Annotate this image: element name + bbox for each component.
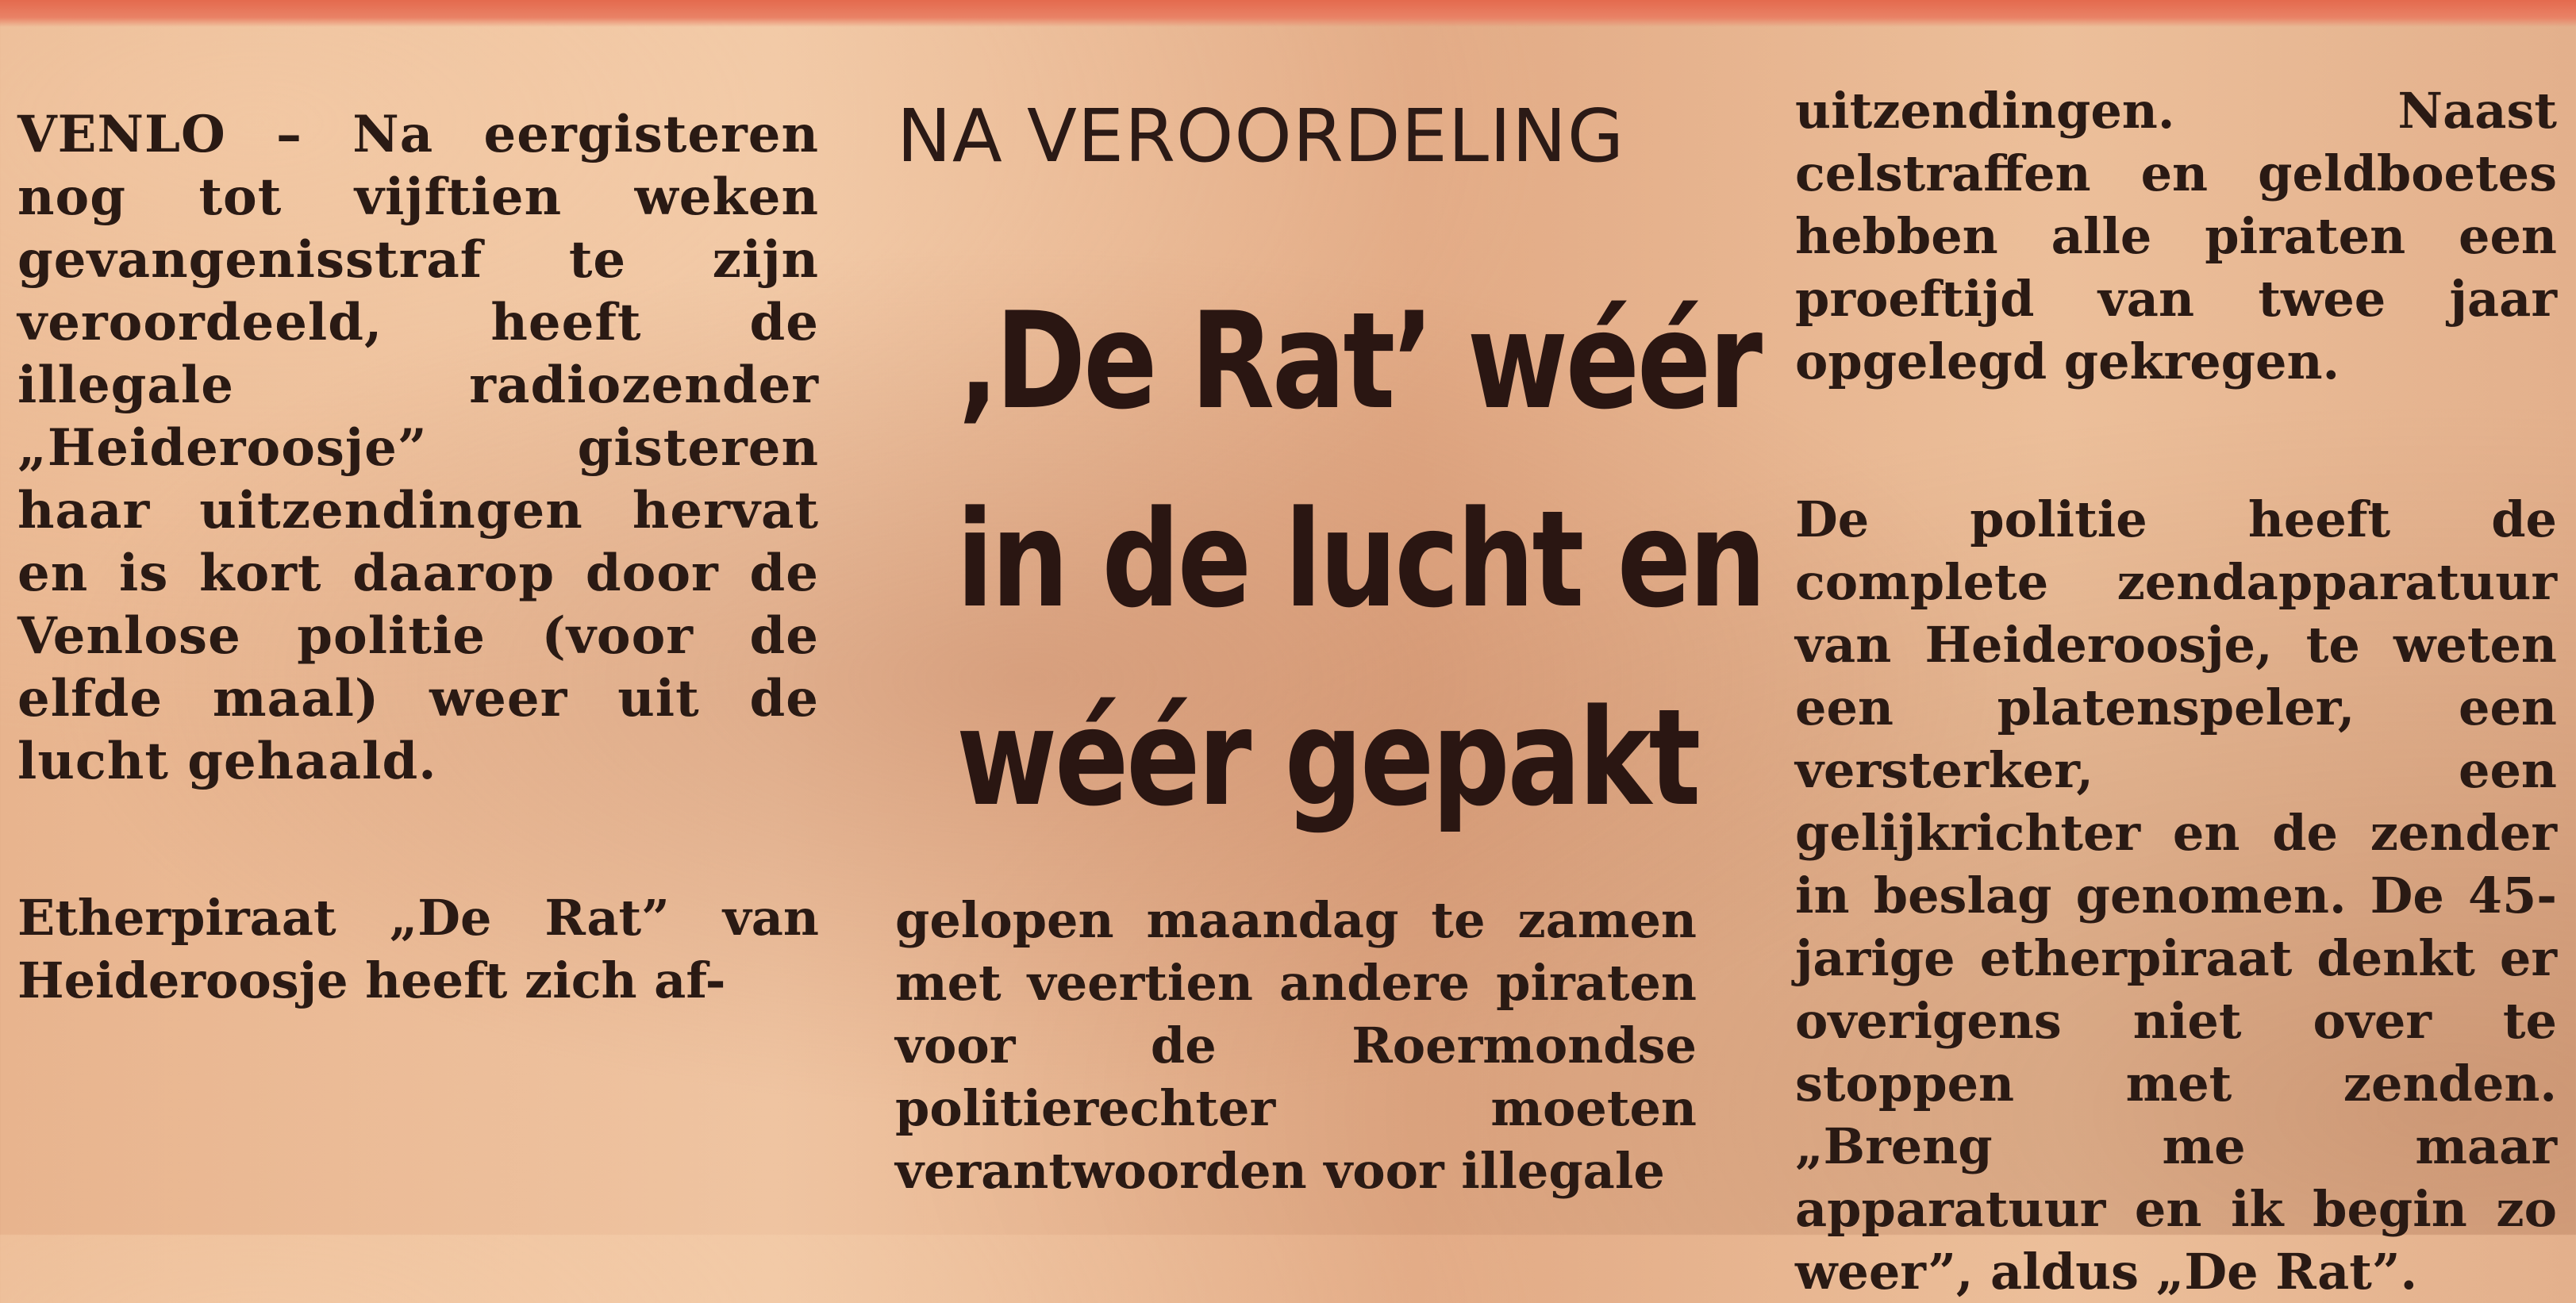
left-body-text: Etherpiraat „De Rat” van Heideroosje heeft zich af- bbox=[17, 889, 819, 1009]
paper-top-edge bbox=[0, 0, 2576, 27]
right-body-text-1: uitzendingen. Naast celstraffen en geldboetes hebben alle piraten een proeftijd van twee jaar opgelegd gekregen. bbox=[1795, 82, 2557, 390]
middle-body-text: gelopen maandag te zamen met veertien andere piraten voor de Roermondse politierechter moeten verantwoorden voor illegale bbox=[895, 891, 1697, 1200]
right-column bbox=[1795, 79, 2557, 1303]
left-column bbox=[17, 103, 819, 1012]
right-body-text-2: De politie heeft de complete zendapparatuur van Heideroosje, te weten een platenspeler, een versterker, een gelijkrichter en de zender in beslag genomen. De 45-jarige etherpiraat denkt er overigens niet over te stoppen met zenden. „Breng me maar apparatuur en ik begin zo weer”, aldus „De Rat”. bbox=[1795, 490, 2557, 1301]
article-intro: VENLO – Na eergisteren nog tot vijftien weken gevangenisstraf te zijn veroordeeld, heeft de illegale radiozender „Heideroosje” gisteren haar uitzendingen hervat en is kort daarop door de Venlose politie (voor de elfde maal) weer uit de lucht gehaald. bbox=[17, 105, 819, 791]
kicker: NA VEROORDELING bbox=[897, 94, 1625, 179]
headline bbox=[956, 262, 1764, 857]
headline-line-1: ‚De Rat’ wéér bbox=[956, 283, 1760, 439]
middle-column bbox=[895, 889, 1697, 1202]
headline-line-2: in de lucht en bbox=[956, 482, 1764, 637]
headline-line-3: wéér gepakt bbox=[956, 680, 1699, 836]
